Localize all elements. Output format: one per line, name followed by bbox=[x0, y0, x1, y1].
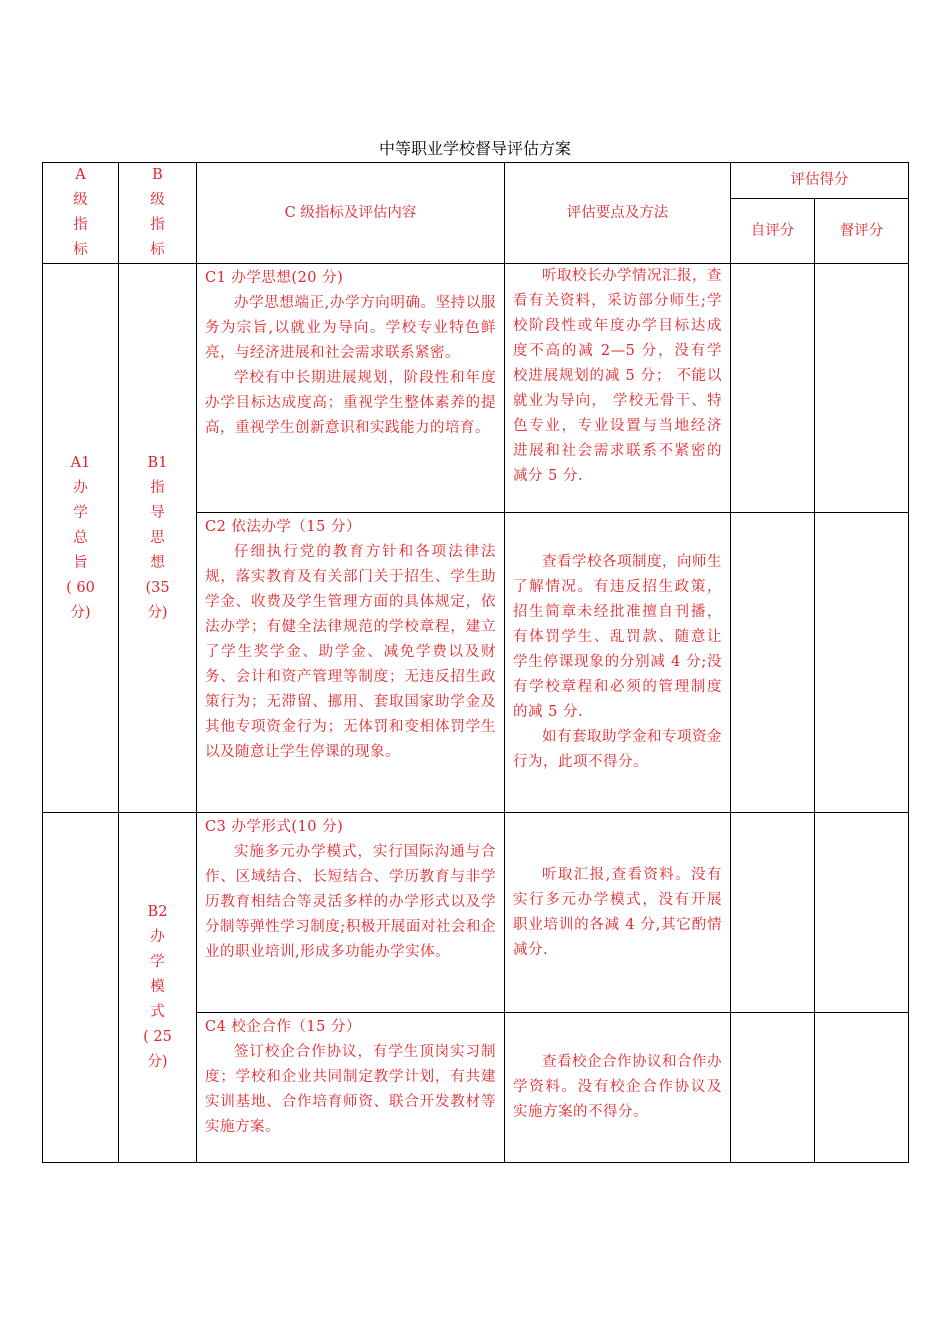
b2-label bbox=[119, 813, 197, 1163]
c3-supervise-score[interactable] bbox=[815, 813, 909, 1013]
header-b-level-line: 级 bbox=[150, 192, 165, 208]
a1-line: 分) bbox=[70, 604, 91, 621]
header-supervise-score: 督评分 bbox=[815, 199, 909, 264]
header-row bbox=[43, 163, 909, 199]
header-a-level bbox=[43, 163, 119, 264]
b1-line: 导 bbox=[150, 504, 165, 521]
c2-paragraph: 仔细执行党的教育方针和各项法律法规，落实教育及有关部门关于招生、学生助学金、收费及学生管理方面的具体规定，依法办学；有健全法律规范的学校章程，建立了学生奖学金、助学金、减免学费以及财务、会计和资产管理等制度；无违反招生政策行为；无滞留、挪用、套取国家助学金及其他专项资金行为；无体罚和变相体罚学生以及随意让学生停课的现象。 bbox=[205, 544, 496, 760]
header-a-level-line: 指 bbox=[73, 217, 88, 233]
c2-content bbox=[197, 513, 505, 813]
b1-line: 思 bbox=[150, 529, 165, 546]
header-c-level: C 级指标及评估内容 bbox=[197, 163, 505, 264]
c1-method-text: 听取校长办学情况汇报，查看有关资料，采访部分师生;学校阶段性或年度办学目标达成度不高的减 2—5 分，没有学校进展规划的减 5 分； 不能以就业为导向， 学校无骨干、特色专业，专业设置与当地经济进展和社会需求联系不紧密的减分 5 分. bbox=[513, 268, 722, 484]
c4-method bbox=[505, 1013, 731, 1163]
header-a-level-line: 级 bbox=[73, 192, 88, 208]
header-a-level-line: A bbox=[75, 167, 86, 183]
header-self-score: 自评分 bbox=[731, 199, 815, 264]
b1-line: B1 bbox=[147, 454, 168, 471]
c3-paragraph: 实施多元办学模式，实行国际沟通与合作、区域结合、长短结合、学历教育与非学历教育相结合等灵活多样的办学形式以及学分制等弹性学习制度;积极开展面对社会和企业的职业培训,形成多功能办学实体。 bbox=[205, 844, 496, 960]
header-a-level-line: 标 bbox=[73, 242, 88, 258]
b1-line: 指 bbox=[150, 479, 165, 496]
c2-method bbox=[505, 513, 731, 813]
b2-line: 模 bbox=[150, 979, 165, 995]
header-method: 评估要点及方法 bbox=[505, 163, 731, 264]
a1-line: 总 bbox=[73, 529, 88, 546]
table-row bbox=[43, 264, 909, 513]
c1-supervise-score[interactable] bbox=[815, 264, 909, 513]
evaluation-table bbox=[42, 162, 909, 1163]
b1-line: (35 bbox=[145, 579, 170, 596]
c4-paragraph: 签订校企合作协议，有学生顶岗实习制度；学校和企业共同制定教学计划，有共建实训基地、合作培育师资、联合开发教材等实施方案。 bbox=[205, 1044, 496, 1135]
c1-content bbox=[197, 264, 505, 513]
a1-line: 办 bbox=[73, 479, 88, 496]
a1-line: 学 bbox=[73, 504, 88, 521]
c2-method-text: 如有套取助学金和专项资金行为，此项不得分。 bbox=[513, 729, 722, 770]
c1-self-score[interactable] bbox=[731, 264, 815, 513]
c2-supervise-score[interactable] bbox=[815, 513, 909, 813]
c4-supervise-score[interactable] bbox=[815, 1013, 909, 1163]
c4-title: C4 校企合作（15 分） bbox=[205, 1019, 361, 1035]
header-b-level-line: 标 bbox=[150, 242, 165, 258]
b2-line: ( 25 bbox=[143, 1029, 172, 1045]
a1-line: 旨 bbox=[73, 554, 88, 571]
c3-self-score[interactable] bbox=[731, 813, 815, 1013]
a1-line: A1 bbox=[70, 454, 91, 471]
c1-method bbox=[505, 264, 731, 513]
a1-label bbox=[43, 264, 119, 813]
b2-line: 办 bbox=[150, 929, 165, 945]
c3-method bbox=[505, 813, 731, 1013]
a1-continuation bbox=[43, 813, 119, 1163]
c1-paragraph: 办学思想端正,办学方向明确。坚持以服务为宗旨,以就业为导向。学校专业特色鲜亮，与经济进展和社会需求联系紧密。 bbox=[205, 295, 496, 361]
b2-line: 学 bbox=[150, 954, 165, 970]
c4-method-text: 查看校企合作协议和合作办学资料。没有校企合作协议及实施方案的不得分。 bbox=[513, 1054, 722, 1120]
c2-method-text: 查看学校各项制度，向师生了解情况。有违反招生政策，招生简章未经批准擅自刊播，有体罚学生、乱罚款、随意让学生停课现象的分别减 4 分;没有学校章程和必须的管理制度的减 5 分. bbox=[513, 554, 722, 720]
b2-line: 分) bbox=[147, 1054, 168, 1070]
c3-content bbox=[197, 813, 505, 1013]
c2-title: C2 依法办学（15 分） bbox=[205, 519, 361, 535]
c3-method-text: 听取汇报,查看资料。没有实行多元办学模式，没有开展职业培训的各减 4 分,其它酌情减分. bbox=[513, 866, 722, 958]
c3-title: C3 办学形式(10 分) bbox=[205, 819, 344, 835]
a1-line: ( 60 bbox=[66, 579, 95, 596]
b2-line: B2 bbox=[147, 904, 168, 920]
header-b-level-line: 指 bbox=[150, 217, 165, 233]
b2-line: 式 bbox=[150, 1004, 165, 1020]
header-score-group: 评估得分 bbox=[731, 163, 909, 199]
b1-line: 分) bbox=[147, 604, 168, 621]
c1-title: C1 办学思想(20 分) bbox=[205, 270, 344, 286]
c4-content bbox=[197, 1013, 505, 1163]
header-b-level bbox=[119, 163, 197, 264]
b1-line: 想 bbox=[150, 554, 165, 571]
c1-paragraph: 学校有中长期进展规划，阶段性和年度办学目标达成度高；重视学生整体素养的提高，重视学生创新意识和实践能力的培育。 bbox=[205, 370, 496, 436]
table-row bbox=[43, 813, 909, 1013]
header-b-level-line: B bbox=[152, 167, 163, 183]
b1-label bbox=[119, 264, 197, 813]
page-title: 中等职业学校督导评估方案 bbox=[378, 139, 571, 158]
c2-self-score[interactable] bbox=[731, 513, 815, 813]
c4-self-score[interactable] bbox=[731, 1013, 815, 1163]
